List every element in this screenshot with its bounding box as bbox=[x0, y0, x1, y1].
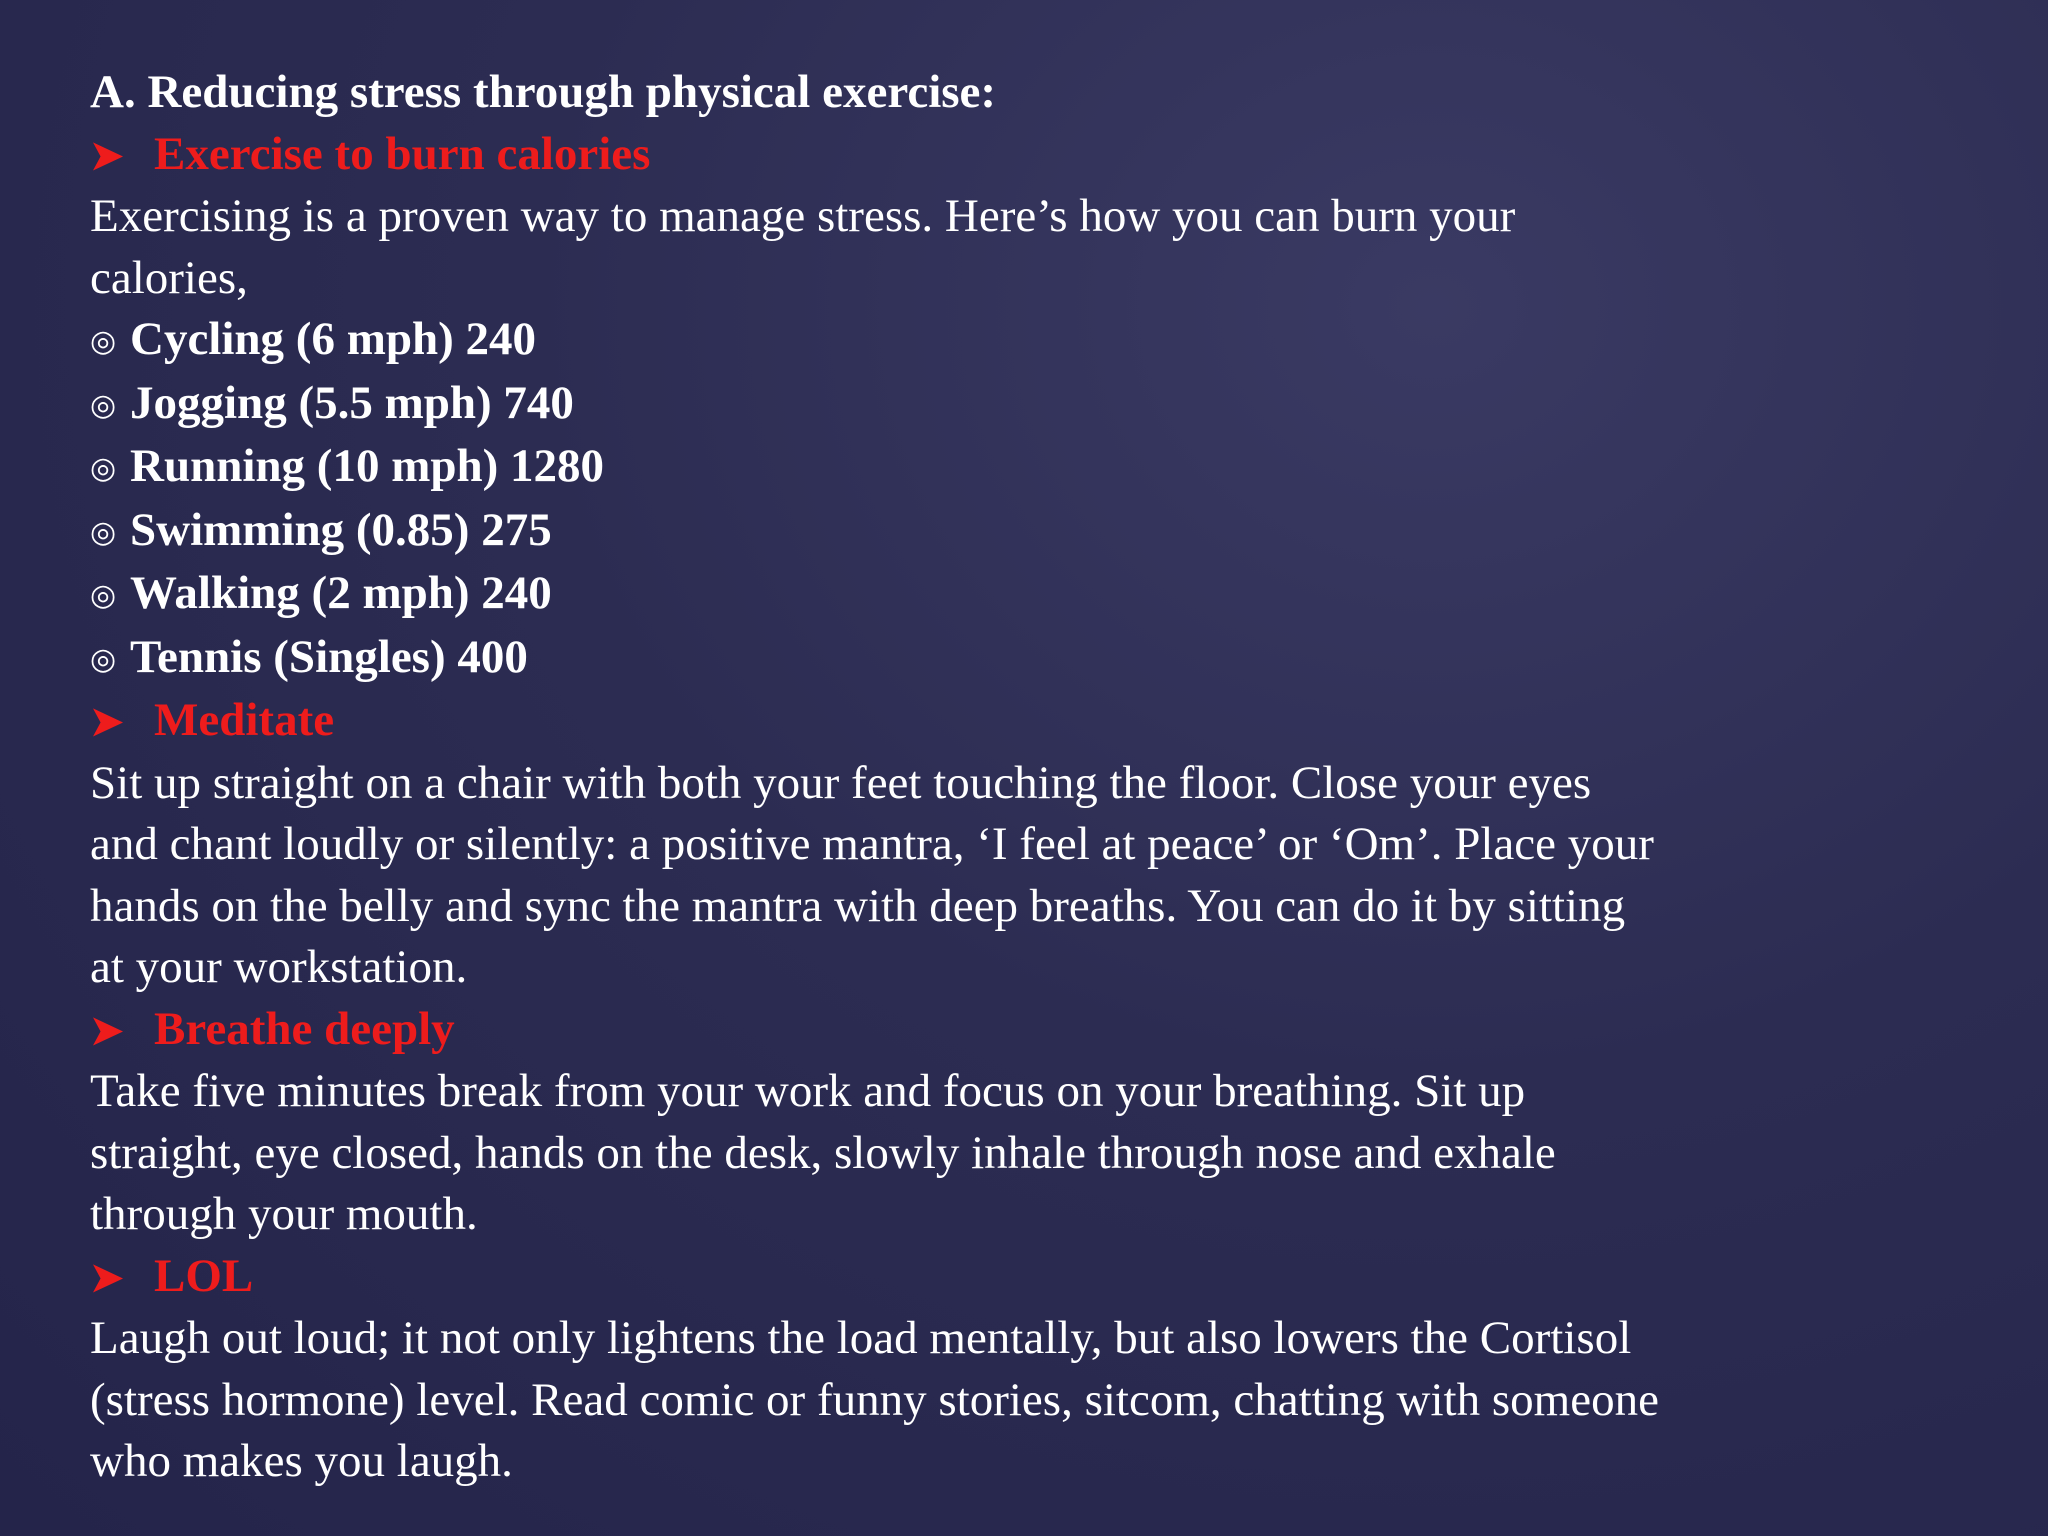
arrow-bullet-icon: ➤ bbox=[90, 1254, 124, 1300]
paragraph-line: at your workstation. bbox=[90, 941, 468, 993]
list-item-label: Running (10 mph) 1280 bbox=[130, 440, 605, 492]
list-item bbox=[90, 436, 1990, 500]
spiral-bullet-icon: ◎ bbox=[90, 325, 117, 358]
subheading-exercise bbox=[90, 124, 1990, 187]
spiral-bullet-icon: ◎ bbox=[90, 579, 117, 612]
subheading-label: LOL bbox=[154, 1249, 254, 1302]
arrow-bullet-icon: ➤ bbox=[90, 699, 124, 744]
paragraph-line: and chant loudly or silently: a positive mantra, ‘I feel at peace’ or ‘Om’. Place your bbox=[90, 818, 1654, 870]
paragraph-line: Take five minutes break from your work and focus on your breathing. Sit up bbox=[90, 1065, 1526, 1117]
paragraph-exercise bbox=[90, 186, 1990, 309]
paragraph-line: (stress hormone) level. Read comic or funny stories, sitcom, chatting with someone bbox=[90, 1373, 1659, 1426]
paragraph-line: straight, eye closed, hands on the desk, slowly inhale through nose and exhale bbox=[90, 1126, 1556, 1179]
spiral-bullet-icon: ◎ bbox=[90, 388, 117, 422]
paragraph-line: hands on the belly and sync the mantra with deep breaths. You can do it by sitting bbox=[90, 879, 1626, 932]
list-item-label: Walking (2 mph) 240 bbox=[130, 567, 552, 619]
list-item bbox=[90, 563, 1990, 627]
list-item bbox=[90, 627, 1990, 691]
list-item-label: Tennis (Singles) 400 bbox=[130, 630, 528, 683]
subheading-meditate bbox=[90, 690, 1990, 753]
list-item bbox=[90, 373, 1990, 437]
list-item-label: Cycling (6 mph) 240 bbox=[130, 313, 537, 365]
list-item bbox=[90, 500, 1990, 564]
paragraph-line: calories, bbox=[90, 251, 248, 304]
paragraph-line: Laugh out loud; it not only lightens the load mentally, but also lowers the Cortisol bbox=[90, 1312, 1632, 1364]
subheading-label: Meditate bbox=[154, 694, 335, 746]
paragraph-breathe bbox=[90, 1061, 1990, 1246]
slide-content bbox=[90, 62, 1990, 1493]
paragraph-line: who makes you laugh. bbox=[90, 1435, 513, 1487]
list-item-label: Swimming (0.85) 275 bbox=[130, 503, 552, 556]
paragraph-line: Exercising is a proven way to manage stress. Here’s how you can burn your bbox=[90, 190, 1516, 242]
paragraph-meditate bbox=[90, 753, 1990, 999]
list-item-label: Jogging (5.5 mph) 740 bbox=[130, 376, 574, 429]
paragraph-line: through your mouth. bbox=[90, 1188, 478, 1240]
slide-heading: A. Reducing stress through physical exercise: bbox=[90, 66, 997, 118]
subheading-label: Breathe deeply bbox=[154, 1002, 455, 1055]
paragraph-lol bbox=[90, 1308, 1990, 1493]
arrow-bullet-icon: ➤ bbox=[90, 1007, 124, 1053]
spiral-bullet-icon: ◎ bbox=[90, 452, 117, 485]
arrow-bullet-icon: ➤ bbox=[90, 132, 124, 178]
paragraph-line: Sit up straight on a chair with both your feet touching the floor. Close your eyes bbox=[90, 756, 1592, 809]
list-item bbox=[90, 309, 1990, 373]
spiral-bullet-icon: ◎ bbox=[90, 642, 117, 676]
subheading-lol bbox=[90, 1246, 1990, 1309]
subheading-breathe bbox=[90, 999, 1990, 1062]
spiral-bullet-icon: ◎ bbox=[90, 515, 117, 549]
subheading-label: Exercise to burn calories bbox=[154, 127, 651, 180]
